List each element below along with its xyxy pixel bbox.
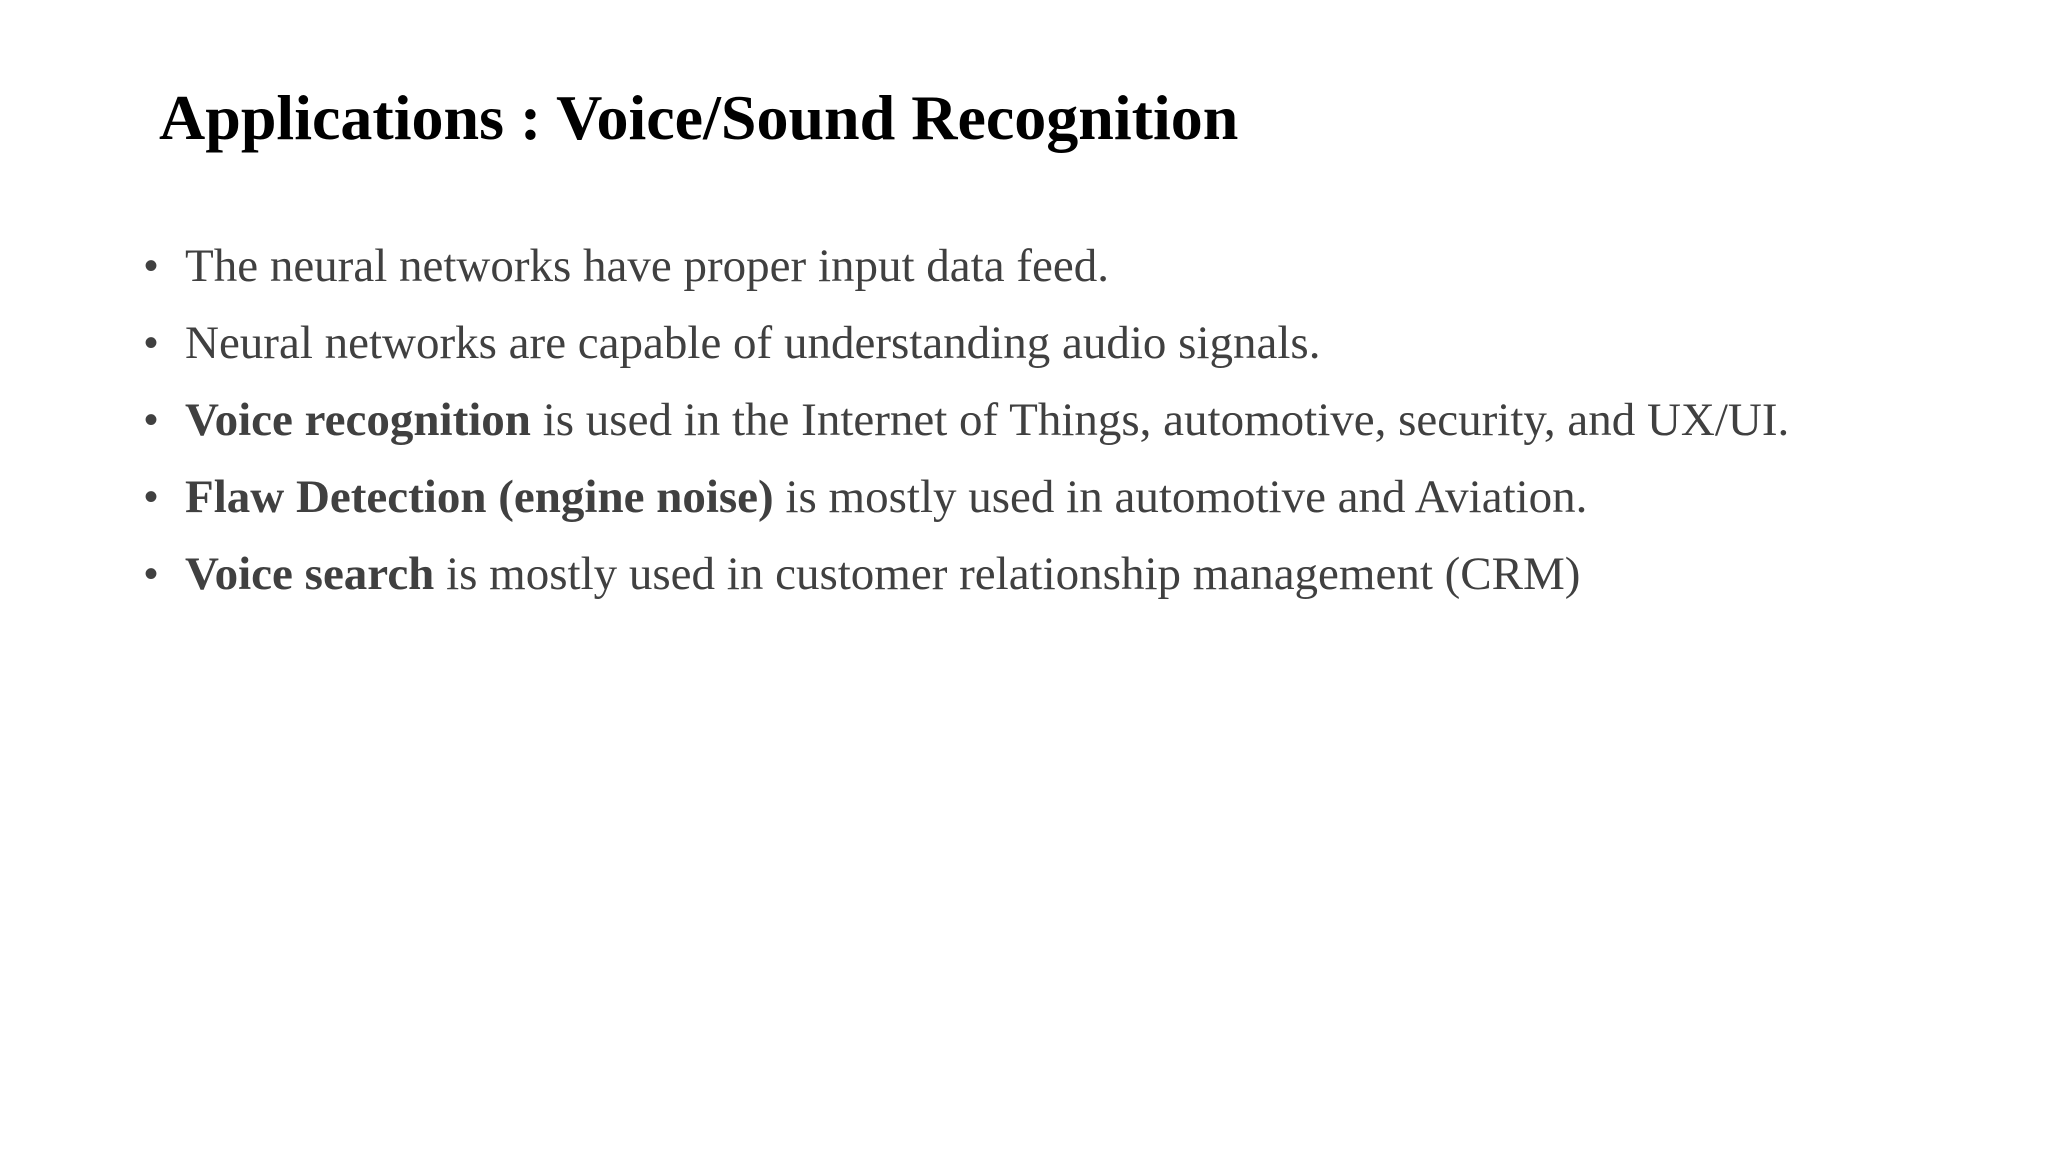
bullet-text: is used in the Internet of Things, automotive, security, and UX/UI. [530, 394, 1790, 446]
bullet-text: The neural networks have proper input data feed. [185, 240, 1109, 292]
slide-title: Applications : Voice/Sound Recognition [159, 82, 1239, 153]
bullet-bold-text: Voice recognition [185, 394, 531, 446]
bullet-text: is mostly used in customer relationship management (CRM) [434, 548, 1581, 600]
bullet-dot-icon: • [144, 321, 159, 365]
bullet-item-4 [144, 469, 1912, 525]
bullet-dot-icon: • [144, 552, 159, 596]
bullet-item-2 [144, 315, 1912, 371]
bullet-dot-icon: • [144, 244, 159, 288]
bullet-item-1 [144, 238, 1912, 294]
bullet-list [144, 238, 1912, 623]
bullet-text: is mostly used in automotive and Aviation. [773, 471, 1588, 523]
bullet-item-3 [144, 392, 1912, 448]
bullet-dot-icon: • [144, 398, 159, 442]
bullet-bold-text: Voice search [185, 548, 435, 600]
bullet-text: Neural networks are capable of understanding audio signals. [185, 317, 1321, 369]
bullet-bold-text: Flaw Detection (engine noise) [185, 471, 774, 523]
bullet-item-5 [144, 546, 1912, 602]
bullet-dot-icon: • [144, 475, 159, 519]
